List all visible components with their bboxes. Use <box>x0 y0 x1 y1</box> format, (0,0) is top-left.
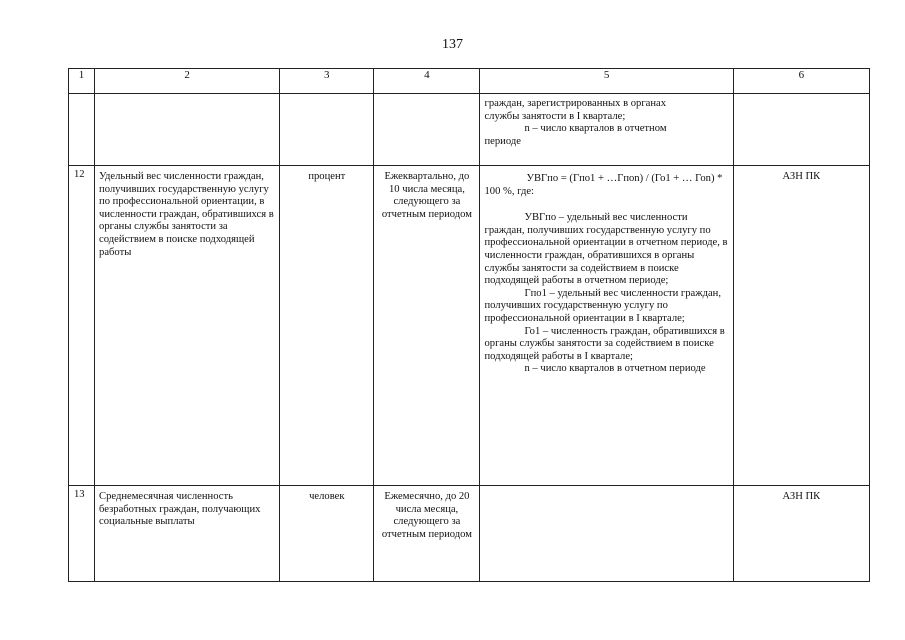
header-cell-1: 1 <box>69 69 95 94</box>
table-row-12 <box>69 166 870 486</box>
indicators-table <box>68 68 870 582</box>
header-cell-3: 3 <box>280 69 374 94</box>
continuation-description: граждан, зарегистрированных в органах службы занятости в I квартале; n – число кварталов в отчетном периоде <box>480 94 733 166</box>
periodicity: Ежеквартально, до 10 числа месяца, следующего за отчетным периодом <box>374 166 480 486</box>
periodicity: Ежемесячно, до 20 числа месяца, следующего за отчетным периодом <box>374 486 480 582</box>
row-number: 13 <box>69 486 95 582</box>
header-cell-6: 6 <box>733 69 869 94</box>
responsible-body: АЗН ПК <box>733 166 869 486</box>
page-number: 137 <box>442 37 463 52</box>
table-row-13 <box>69 486 870 582</box>
definition-gpo1: Гпо1 – удельный вес численности граждан, получивших государственную услугу по профессиональной ориентации в I квартале; <box>484 287 721 324</box>
calculation-method <box>480 486 733 582</box>
indicator-name: Удельный вес численности граждан, получивших государственную услугу по профессиональной ориентации, в численности граждан, обратившихся в органы службы занятости за содействием в поиске подходящей работы <box>95 166 280 486</box>
calculation-method <box>480 166 733 486</box>
table-header-row <box>69 69 870 94</box>
responsible-body: АЗН ПК <box>733 486 869 582</box>
header-cell-4: 4 <box>374 69 480 94</box>
indicator-name: Среднемесячная численность безработных граждан, получающих социальные выплаты <box>95 486 280 582</box>
header-cell-2: 2 <box>95 69 280 94</box>
header-cell-5: 5 <box>480 69 733 94</box>
row-number: 12 <box>69 166 95 486</box>
table-row-continuation <box>69 94 870 166</box>
definition-go1: Го1 – численность граждан, обратившихся в органы службы занятости за содействием в поиске подходящей работы в I квартале; <box>484 325 725 362</box>
unit-of-measure: процент <box>280 166 374 486</box>
formula: УВГпо = (Гпо1 + …Гпоn) / (Го1 + … Гоn) * 100 %, где: <box>484 173 723 197</box>
definition-uvgpo: УВГпо – удельный вес численности граждан, получивших государственную услугу по профессиональной ориентации в отчетном периоде, в численности граждан, обратившихся в органы службы занятости за содействием в поиске подходящей работы в отчетном периоде; <box>484 212 728 287</box>
unit-of-measure: человек <box>280 486 374 582</box>
definition-n: n – число кварталов в отчетном периоде <box>524 363 706 375</box>
